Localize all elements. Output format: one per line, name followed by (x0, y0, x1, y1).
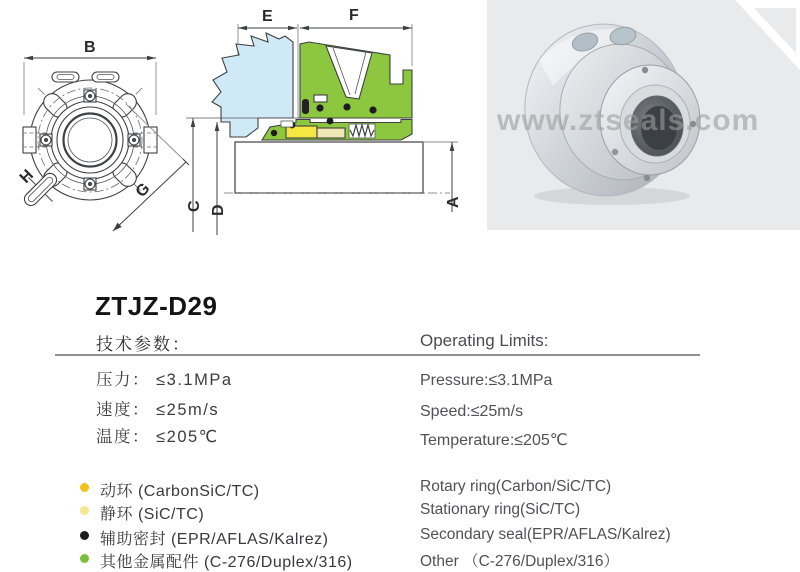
specs-header-en: Operating Limits: (420, 331, 549, 350)
product-model-title: ZTJZ-D29 (95, 291, 218, 321)
divider-rule (55, 354, 700, 356)
material-stationary-ring-en: Stationary ring(SiC/TC) (420, 501, 581, 518)
spec-temperature-cn: 温度： ≤205℃ (96, 428, 219, 446)
bullet-other-metal (80, 554, 89, 563)
product-photo (487, 0, 800, 230)
material-stationary-ring-cn: 静环 (SiC/TC) (100, 506, 205, 523)
material-secondary-seal-cn: 辅助密封 (EPR/AFLAS/Kalrez) (100, 531, 329, 548)
material-rotary-ring-en: Rotary ring(Carbon/SiC/TC) (420, 478, 612, 495)
spec-speed-cn: 速度： ≤25m/s (96, 401, 220, 419)
technical-drawing (0, 0, 487, 245)
stationary-ring-section (317, 128, 345, 138)
specs-header-cn: 技术参数： (96, 335, 191, 354)
dim-label-b: B (84, 39, 96, 56)
bullet-stationary-ring (80, 506, 89, 515)
bullet-secondary-seal (80, 531, 89, 540)
dim-label-e: E (262, 8, 273, 25)
material-other-metal-en: Other （C-276/Duplex/316） (420, 553, 620, 570)
section-view (186, 7, 462, 235)
material-secondary-seal-en: Secondary seal(EPR/AFLAS/Kalrez) (420, 526, 671, 543)
material-other-metal-cn: 其他金属配件 (C-276/Duplex/316) (100, 554, 353, 571)
spec-pressure-cn: 压力： ≤3.1MPa (96, 371, 233, 389)
spec-pressure-en: Pressure:≤3.1MPa (420, 372, 553, 389)
spec-speed-en: Speed:≤25m/s (420, 403, 524, 420)
dim-label-c: C (186, 200, 203, 212)
bullet-rotary-ring (80, 483, 89, 492)
dim-label-h: H (16, 166, 38, 187)
shaft (235, 142, 423, 193)
material-rotary-ring-cn: 动环 (CarbonSiC/TC) (100, 483, 260, 500)
front-view (17, 39, 189, 231)
watermark-text: www.ztseals.com (497, 104, 760, 137)
dim-label-f: F (349, 7, 359, 24)
dim-label-a: A (445, 196, 462, 208)
spec-temperature-en: Temperature:≤205℃ (420, 432, 568, 449)
dim-label-d: D (210, 204, 227, 216)
dim-label-g: G (132, 180, 154, 201)
